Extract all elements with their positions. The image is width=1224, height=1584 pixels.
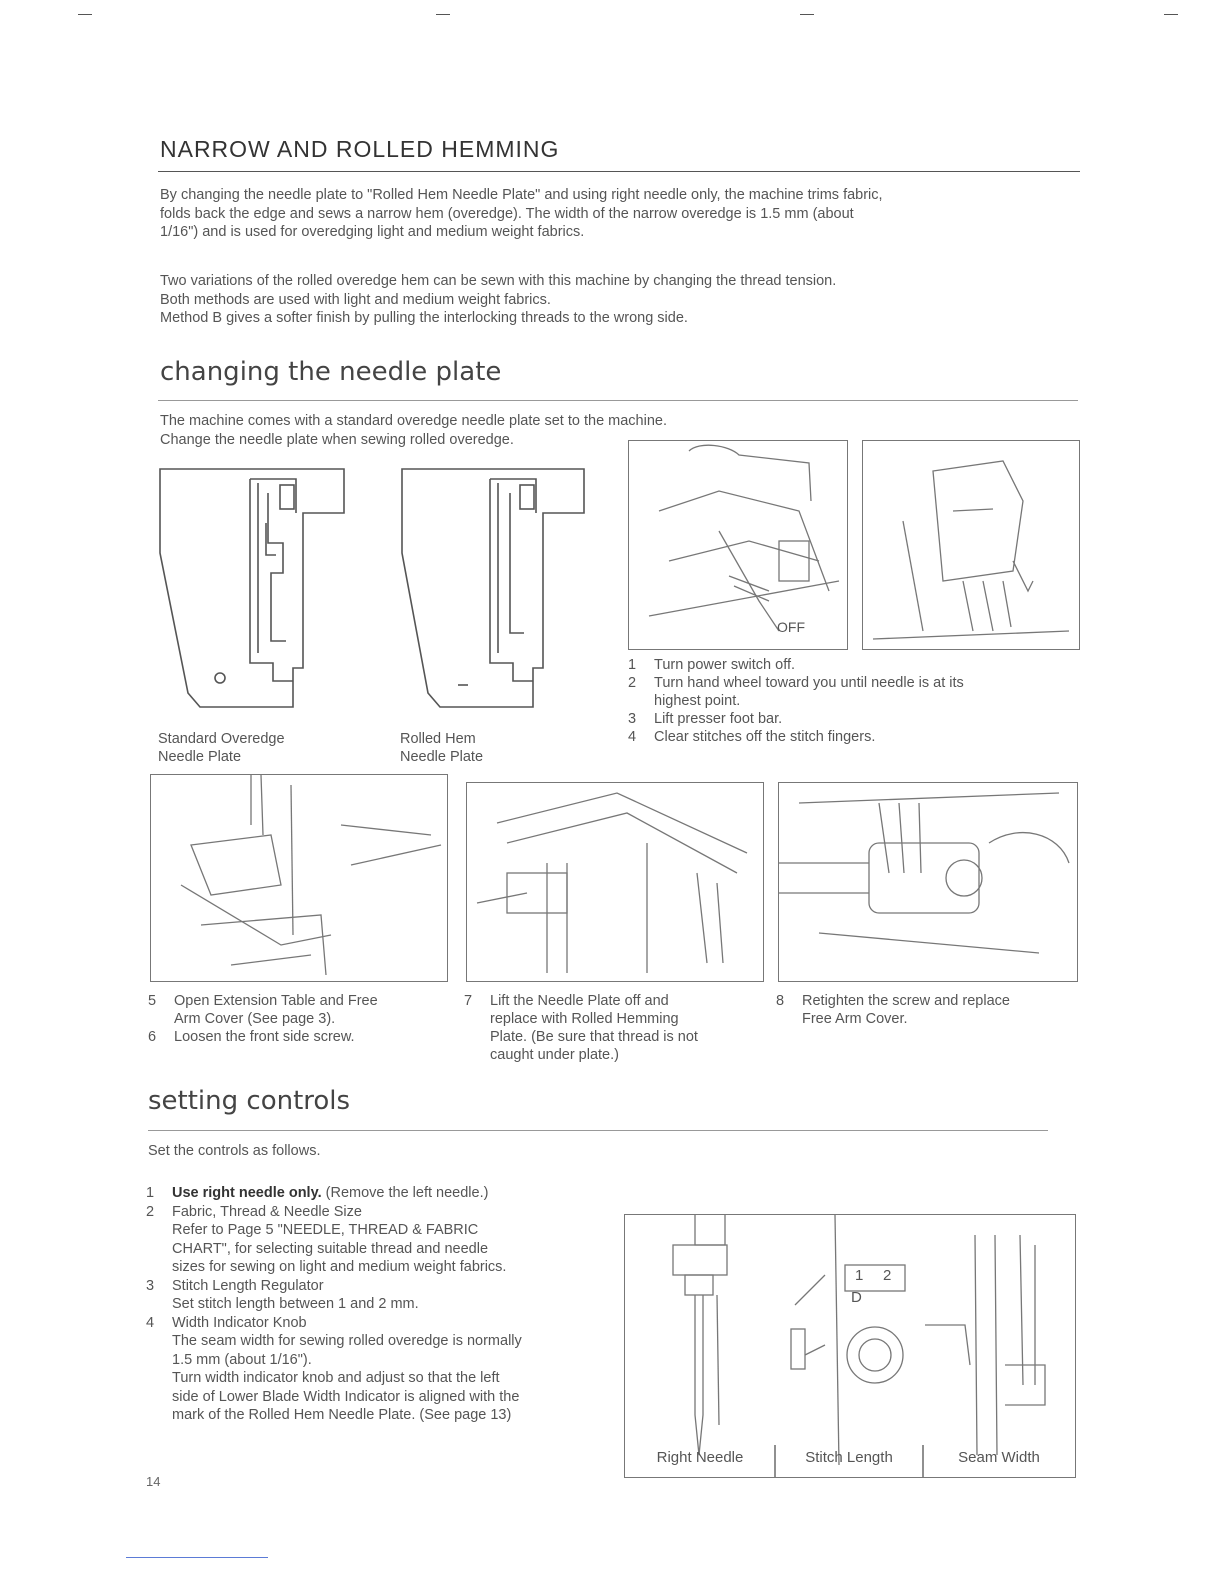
- intro-paragraph: By changing the needle plate to "Rolled Hem Needle Plate" and using right needle only, the machine trims fabric, folds back the edge and sews a narrow hem (overedge). The width of the narrow overedge is 1.5 mm (about 1/16") and is used for overedging light and medium weight fabrics.: [160, 187, 883, 240]
- controls-figure: [624, 1214, 1076, 1478]
- presser-foot-figure: [862, 440, 1080, 650]
- standard-plate-label: Standard Overedge Needle Plate: [158, 731, 285, 765]
- title-rule: [158, 171, 1080, 172]
- page-number: 14: [146, 1474, 161, 1489]
- step-item: 5 Open Extension Table and Free Arm Cover (See page 3).: [148, 993, 378, 1027]
- rolled-plate-label: Rolled Hem Needle Plate: [400, 731, 484, 765]
- needle-plate-lift-figure: [466, 782, 764, 982]
- step-item: 3 Lift presser foot bar.: [628, 711, 783, 727]
- step-item: 1 Turn power switch off.: [628, 657, 796, 673]
- bottom-link-rule: [126, 1557, 268, 1558]
- step-item: 6 Loosen the front side screw.: [148, 1029, 355, 1045]
- steps-5-6: [148, 992, 448, 1046]
- step-8: [776, 992, 1076, 1028]
- steps-1-4: [628, 656, 1068, 746]
- control-item: 4 Width Indicator Knob The seam width for sewing rolled overedge is normally 1.5 mm (about 1/16"). Turn width indicator knob and adjust so that the left side of Lower Blade Width Indicator is aligned with the mark of the Rolled Hem Needle Plate. (See page 13): [146, 1314, 522, 1423]
- standard-plate-figure: [158, 463, 348, 721]
- setting-controls-rule: [148, 1130, 1048, 1131]
- retighten-screw-figure: [778, 782, 1078, 982]
- setting-controls-heading: setting controls: [148, 1086, 351, 1116]
- step-item: 8 Retighten the screw and replace Free Arm Cover.: [776, 993, 1010, 1027]
- control-item: 1 Use right needle only. (Remove the left needle.): [146, 1185, 489, 1201]
- control-item: 2 Fabric, Thread & Needle Size Refer to Page 5 "NEEDLE, THREAD & FABRIC CHART", for selecting suitable thread and needle sizes for sewing on light and medium weight fabrics.: [146, 1203, 507, 1275]
- step-item: 2 Turn hand wheel toward you until needle is at its highest point.: [628, 675, 964, 709]
- step-item: 4 Clear stitches off the stitch fingers.: [628, 729, 876, 745]
- power-off-figure: [628, 440, 848, 650]
- needle-plate-intro: The machine comes with a standard overedge needle plate set to the machine. Change the needle plate when sewing rolled overedge.: [160, 413, 667, 448]
- extension-table-figure: [150, 774, 448, 982]
- off-label: OFF: [777, 619, 805, 635]
- dial-label-2: 2: [883, 1267, 892, 1284]
- seam-width-caption: Seam Width: [958, 1449, 1040, 1466]
- step-7: [464, 992, 764, 1064]
- dial-label-1: 1: [855, 1267, 864, 1284]
- needle-plate-rule: [158, 400, 1078, 401]
- rolled-plate-figure: [398, 463, 588, 721]
- variations-paragraph: Two variations of the rolled overedge hem can be sewn with this machine by changing the thread tension. Both methods are used with light and medium weight fabrics. Method B gives a softer finish by pulling the interlocking threads to the wrong side.: [160, 273, 837, 326]
- control-item: 3 Stitch Length Regulator Set stitch length between 1 and 2 mm.: [146, 1277, 419, 1312]
- needle-plate-heading: changing the needle plate: [160, 357, 502, 387]
- setting-controls-intro: Set the controls as follows.: [148, 1143, 321, 1159]
- stitch-length-caption: Stitch Length: [805, 1449, 893, 1466]
- right-needle-caption: Right Needle: [656, 1449, 744, 1466]
- page-title: NARROW AND ROLLED HEMMING: [160, 136, 560, 162]
- dial-label-d: D: [851, 1289, 862, 1306]
- step-item: 7 Lift the Needle Plate off and replace with Rolled Hemming Plate. (Be sure that thread is not caught under plate.): [464, 993, 698, 1063]
- controls-list: [146, 1184, 616, 1425]
